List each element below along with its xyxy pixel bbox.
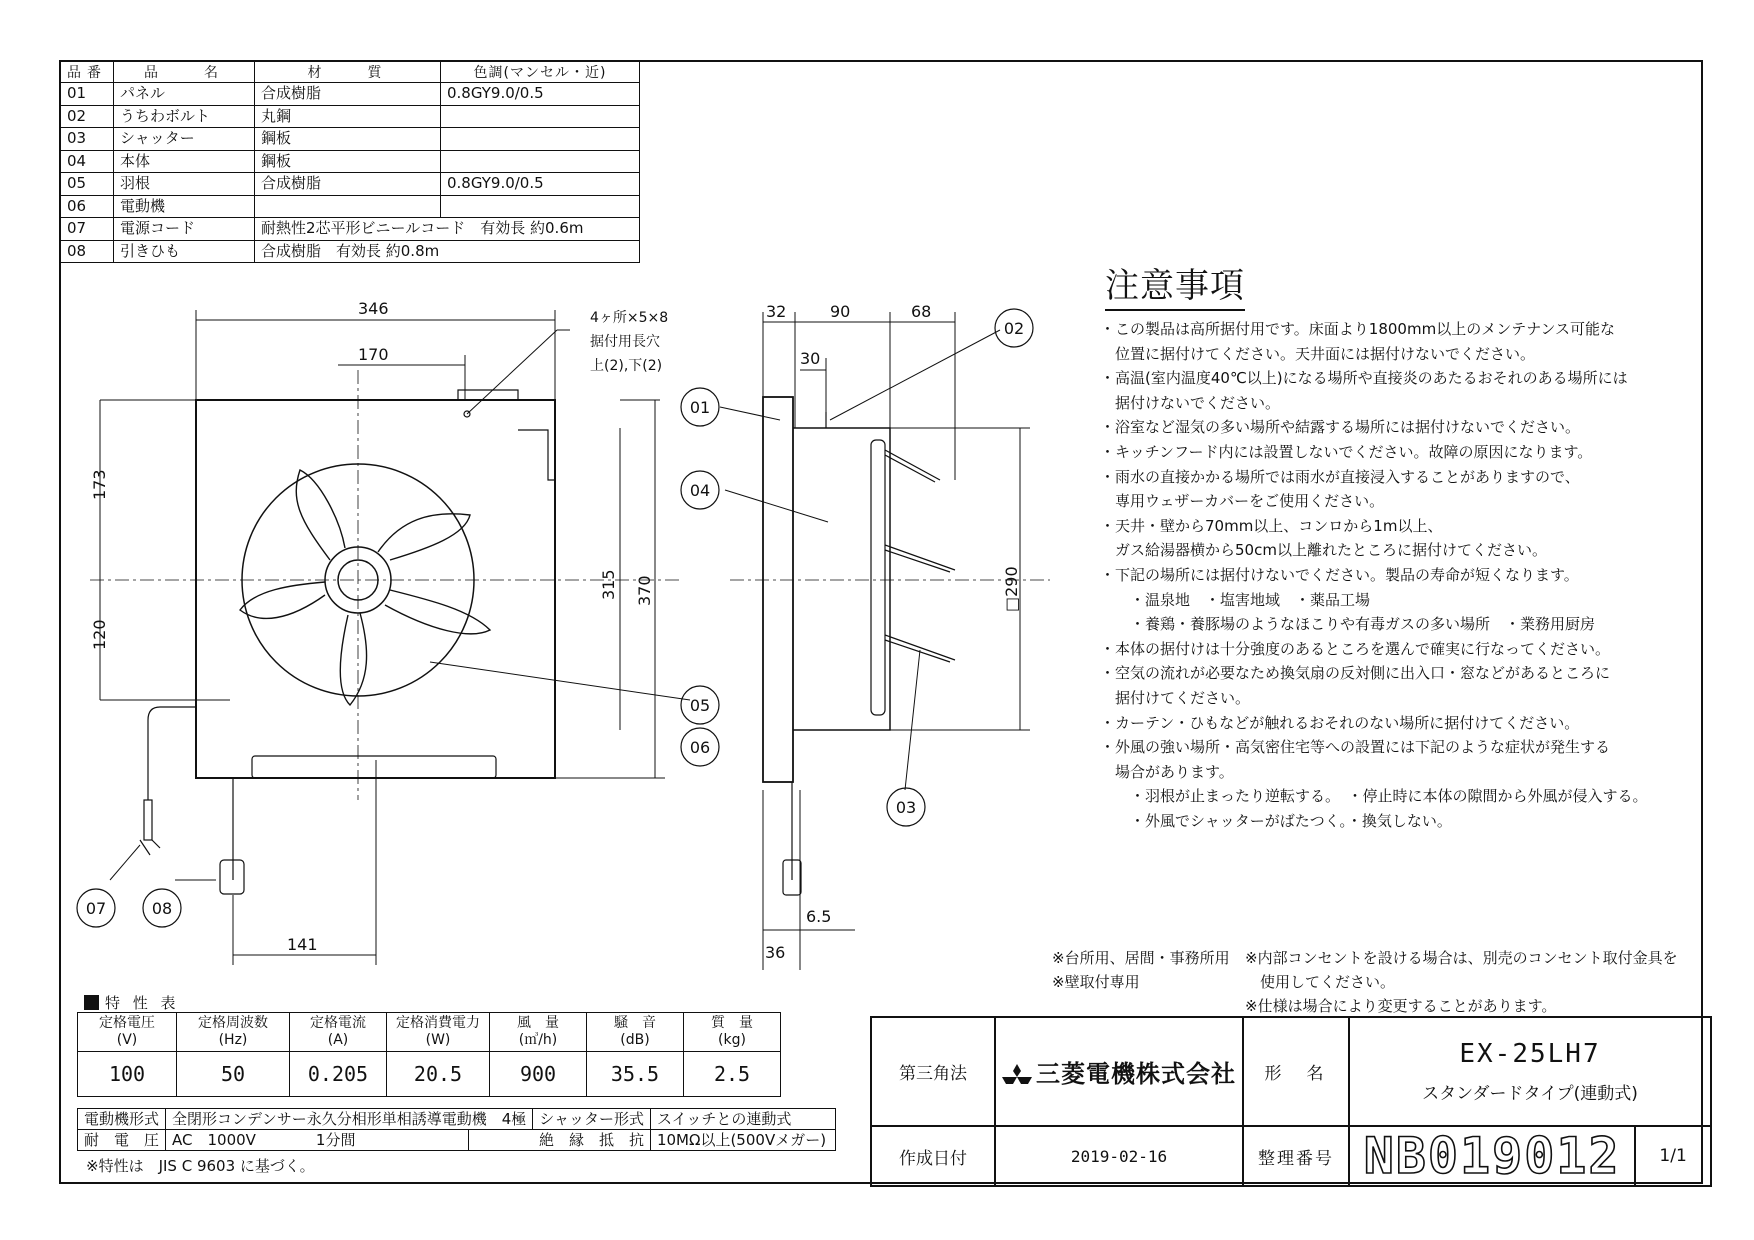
- part-material: 合成樹脂 有効長 約0.8m: [255, 240, 640, 263]
- caution-list: [1100, 317, 1690, 833]
- dim-30: 30: [800, 349, 821, 368]
- fan-blades: [240, 470, 490, 705]
- voltage-row: [78, 1130, 836, 1151]
- parts-header-no: 品番: [61, 62, 114, 83]
- dim-120: 120: [90, 619, 109, 650]
- caution-line: ・本体の据付けは十分強度のあるところを選んで確実に行なってください。: [1100, 639, 1611, 658]
- docno-cell: [1349, 1126, 1635, 1186]
- callout-label-03: 03: [895, 798, 917, 817]
- part-name: パネル: [114, 83, 255, 106]
- power-plug: [144, 800, 152, 840]
- centerlines: [90, 370, 1050, 800]
- caution-line: ・温泉地 ・塩害地域 ・薬品工場: [1100, 590, 1371, 609]
- spec-header-noise: 騒 音 (dB): [587, 1013, 684, 1052]
- parts-header-material: 材 質: [255, 62, 441, 83]
- maker-cell: [995, 1017, 1243, 1126]
- part-no: 03: [61, 128, 114, 151]
- front-side-bracket: [518, 430, 555, 480]
- caution-line: ・外風の強い場所・高気密住宅等への設置には下記のような症状が発生する: [1100, 738, 1611, 757]
- dim-6-5: 6.5: [806, 907, 832, 926]
- spec-value-frequency: 50: [177, 1052, 290, 1097]
- title-block-row-2: [871, 1126, 1711, 1186]
- date-value: 2019-02-16: [995, 1126, 1243, 1186]
- projection-label: 第三角法: [871, 1017, 995, 1126]
- callout-label-08: 08: [151, 899, 173, 918]
- caution-line: ・下記の場所には据付けないでください。製品の寿命が短くなります。: [1100, 565, 1579, 584]
- front-grille-slot: [252, 756, 496, 778]
- hole-note-2: 据付用長穴: [590, 334, 660, 350]
- callout-label-06: 06: [689, 738, 711, 757]
- model-subtitle: スタンダードタイプ(連動式): [1422, 1084, 1638, 1104]
- part-material: 合成樹脂: [255, 83, 441, 106]
- spec-title: [84, 992, 180, 1013]
- power-cord: [148, 707, 196, 800]
- spec-header-row: [78, 1013, 781, 1052]
- document-number: NB019012: [1363, 1127, 1621, 1185]
- caution-title: 注意事項: [1105, 258, 1245, 311]
- page-number: 1/1: [1635, 1126, 1711, 1186]
- part-material: 合成樹脂: [255, 173, 441, 196]
- dim-370: 370: [635, 575, 654, 606]
- caution-line: ・この製品は高所据付用です。床面より1800mm以上のメンテナンス可能な: [1100, 320, 1616, 338]
- outlet-note-2: 使用してください。: [1245, 973, 1396, 991]
- date-label: 作成日付: [871, 1126, 995, 1186]
- insulation-value: 10MΩ以上(500Vメガー): [650, 1130, 835, 1151]
- spec-value-row: [78, 1052, 781, 1097]
- spec-table: [77, 1012, 781, 1097]
- spec-title-square-icon: [84, 995, 99, 1010]
- callout-label-07: 07: [85, 899, 107, 918]
- callout-label-05: 05: [689, 696, 711, 715]
- callout-label-02: 02: [1003, 319, 1025, 338]
- outlet-note-1: ※内部コンセントを設ける場合は、別売のコンセント取付金具を: [1245, 949, 1678, 967]
- side-body: [793, 428, 890, 730]
- motor-row: [78, 1109, 836, 1130]
- caution-line: 据付けないでください。: [1100, 393, 1281, 412]
- shutter-label: シャッター形式: [533, 1109, 651, 1130]
- spec-header-power: 定格消費電力 (W): [387, 1013, 490, 1052]
- use-note-1: ※台所用、居間・事務所用: [1052, 949, 1230, 967]
- part-material: 丸鋼: [255, 105, 441, 128]
- shutter-blades: [885, 450, 955, 662]
- part-no: 07: [61, 218, 114, 241]
- caution-line: 場合があります。: [1100, 762, 1234, 781]
- model-cell: [1349, 1017, 1711, 1126]
- side-dimension-lines: [763, 312, 1030, 970]
- insulation-label: 絶 縁 抵 抗: [469, 1130, 651, 1151]
- docno-label: 整理番号: [1243, 1126, 1349, 1186]
- spec-note: ※特性は JIS C 9603 に基づく。: [86, 1157, 315, 1175]
- caution-line: ・羽根が止まったり逆転する。 ・停止時に本体の隙間から外風が侵入する。: [1100, 787, 1648, 806]
- part-name: 電源コード: [114, 218, 255, 241]
- part-name: うちわボルト: [114, 105, 255, 128]
- caution-line: ・キッチンフード内には設置しないでください。故障の原因になります。: [1100, 442, 1593, 461]
- part-no: 02: [61, 105, 114, 128]
- part-no: 05: [61, 173, 114, 196]
- spec-title-text: 特 性 表: [105, 994, 180, 1012]
- pull-cord-knob: [220, 860, 244, 894]
- caution-section: [1100, 258, 1690, 833]
- dim-36: 36: [765, 943, 786, 962]
- dim-90: 90: [830, 302, 851, 321]
- title-block: [870, 1016, 1712, 1187]
- spec-value-voltage: 100: [78, 1052, 177, 1097]
- part-material: 鋼板: [255, 150, 441, 173]
- part-no: 01: [61, 83, 114, 106]
- spec-value-airflow: 900: [490, 1052, 587, 1097]
- side-panel: [763, 397, 793, 782]
- parts-header-color: 色調(マンセル・近): [441, 62, 640, 83]
- part-material: 鋼板: [255, 128, 441, 151]
- spec-header-voltage: 定格電圧 (V): [78, 1013, 177, 1052]
- spec-header-current: 定格電流 (A): [290, 1013, 387, 1052]
- dim-170: 170: [358, 345, 389, 364]
- dim-346: 346: [358, 299, 389, 318]
- part-name: 電動機: [114, 195, 255, 218]
- spec-value-noise: 35.5: [587, 1052, 684, 1097]
- caution-line: ・高温(室内温度40℃以上)になる場所や直接炎のあたるおそれのある場所には: [1100, 369, 1628, 388]
- caution-line: ・養鶏・養豚場のようなほこりや有毒ガスの多い場所 ・業務用厨房: [1100, 615, 1596, 634]
- caution-line: ・雨水の直接かかる場所では雨水が直接浸入することがありますので、: [1100, 467, 1580, 486]
- part-name: 羽根: [114, 173, 255, 196]
- shutter-value: スイッチとの連動式: [650, 1109, 835, 1130]
- part-no: 04: [61, 150, 114, 173]
- part-name: シャッター: [114, 128, 255, 151]
- dim-315: 315: [599, 569, 618, 600]
- plug-prongs: [140, 840, 160, 855]
- caution-line: ガス給湯器横から50cm以上離れたところに据付けてください。: [1100, 541, 1547, 560]
- spec-header-frequency: 定格周波数 (Hz): [177, 1013, 290, 1052]
- front-dimension-lines: [100, 310, 665, 965]
- part-name: 本体: [114, 150, 255, 173]
- motor-table: [77, 1108, 836, 1151]
- caution-line: ・カーテン・ひもなどが触れるおそれのない場所に据付けてください。: [1100, 713, 1580, 732]
- spec-change-note: ※仕様は場合により変更することがあります。: [1245, 997, 1557, 1015]
- motor-value: 全閉形コンデンサー永久分相形単相誘導電動機 4極: [166, 1109, 533, 1130]
- model-number: EX-25LH7: [1459, 1039, 1601, 1069]
- dim-141: 141: [287, 935, 318, 954]
- caution-line: ・天井・壁から70mm以上、コンロから1m以上、: [1100, 516, 1443, 535]
- mitsubishi-logo-icon: [1002, 1064, 1032, 1090]
- part-material: 耐熱性2芯平形ビニールコード 有効長 約0.6m: [255, 218, 640, 241]
- spec-header-airflow: 風 量 (㎥/h): [490, 1013, 587, 1052]
- spec-value-power: 20.5: [387, 1052, 490, 1097]
- dim-32: 32: [766, 302, 787, 321]
- caution-line: 専用ウェザーカバーをご使用ください。: [1100, 492, 1385, 511]
- hole-note-3: 上(2),下(2): [590, 358, 663, 374]
- hole-note-1: 4ヶ所×5×8: [590, 310, 669, 326]
- callout-label-01: 01: [689, 398, 711, 417]
- motor-label: 電動機形式: [78, 1109, 166, 1130]
- callout-label-04: 04: [689, 481, 711, 500]
- caution-line: 据付けてください。: [1100, 688, 1251, 707]
- part-color: 0.8GY9.0/0.5: [441, 173, 640, 196]
- title-block-row-1: [871, 1017, 1711, 1126]
- caution-line: ・空気の流れが必要なため換気扇の反対側に出入口・窓などがあるところに: [1100, 664, 1611, 683]
- part-color: 0.8GY9.0/0.5: [441, 83, 640, 106]
- part-name: 引きひも: [114, 240, 255, 263]
- dim-290: □290: [1002, 566, 1021, 612]
- caution-line: 位置に据付けてください。天井面には据付けないでください。: [1100, 344, 1536, 363]
- caution-line: ・外風でシャッターがばたつく。・換気しない。: [1100, 811, 1452, 830]
- parts-header-name: 品 名: [114, 62, 255, 83]
- voltage-label: 耐 電 圧: [78, 1130, 166, 1151]
- side-shutter-frame: [871, 440, 885, 715]
- use-note-2: ※壁取付専用: [1052, 973, 1140, 991]
- model-label: 形 名: [1243, 1017, 1349, 1126]
- maker-name: 三菱電機株式会社: [1036, 1059, 1236, 1088]
- spec-value-current: 0.205: [290, 1052, 387, 1097]
- voltage-value: AC 1000V 1分間: [166, 1130, 469, 1151]
- caution-line: ・浴室など湿気の多い場所や結露する場所には据付けないでください。: [1100, 418, 1581, 437]
- dim-173: 173: [90, 469, 109, 500]
- part-no: 08: [61, 240, 114, 263]
- dim-68: 68: [911, 302, 932, 321]
- spec-value-mass: 2.5: [684, 1052, 781, 1097]
- part-no: 06: [61, 195, 114, 218]
- spec-header-mass: 質 量 (kg): [684, 1013, 781, 1052]
